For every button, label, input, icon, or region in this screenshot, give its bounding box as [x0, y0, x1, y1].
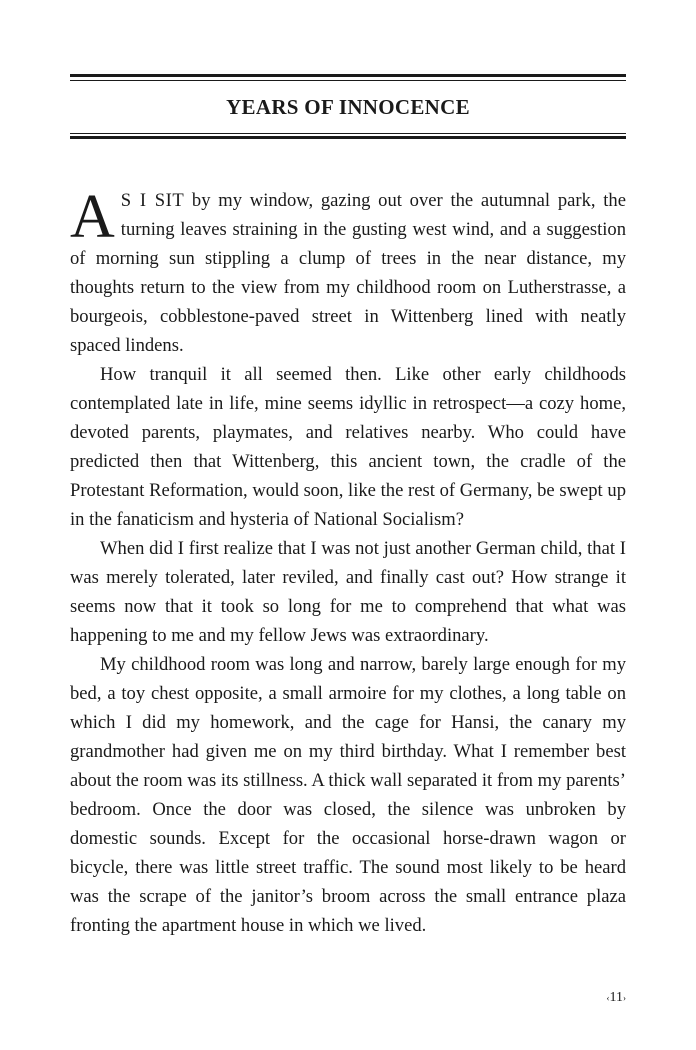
paragraph-1-text: by my window, gazing out over the autumnal park, the turning leaves straining in the gusting west wind, and a suggestion of morning sun stippling a clump of trees in the near distance, my thoughts return to the view from my childhood room on Lutherstrasse, a bourgeois, cobblestone-paved street in Wittenberg lined with neatly spaced lindens. [70, 190, 626, 356]
header-rule-thick-top [70, 74, 626, 77]
page-number-value: 11 [609, 990, 623, 1006]
header-rule-thick-bottom [70, 136, 626, 139]
chapter-title: YEARS OF INNOCENCE [226, 95, 470, 119]
paragraph-3: When did I first realize that I was not just another German child, that I was merely tolerated, later reviled, and finally cast out? How strange it seems now that it took so long for me to comprehend that what was happening to me and my fellow Jews was extraordinary. [70, 538, 626, 646]
paragraph-4: My childhood room was long and narrow, barely large enough for my bed, a toy chest opposite, a small armoire for my clothes, a long table on which I did my homework, and the cage for Hansi, the canary my grandmother had given me on my third birthday. What I remember best about the room was its stillness. A thick wall separated it from my parents’ bedroom. Once the door was closed, the silence was unbroken by domestic sounds. Except for the occasional horse-drawn wagon or bicycle, there was little street traffic. The sound most likely to be heard was the scrape of the janitor’s broom across the small entrance plaza fronting the apartment house in which we lived. [70, 654, 626, 936]
page-number [580, 988, 626, 1008]
paragraph-1 [70, 183, 626, 360]
page-number-ornament-right-icon: › [623, 993, 626, 1003]
drop-cap: A [70, 183, 115, 251]
paragraph-1-lead: S I SIT [120, 190, 185, 211]
header-rule-thin-bottom [70, 133, 626, 134]
page-number-ornament-left-icon: ‹ [606, 993, 610, 1003]
body-text [70, 183, 626, 940]
paragraph-2: How tranquil it all seemed then. Like other early childhoods contemplated late in life, mine seems idyllic in retrospect—a cozy home, devoted parents, playmates, and relatives nearby. Who could have predicted then that Wittenberg, this ancient town, the cradle of the Protestant Reformation, would soon, like the rest of Germany, be swept up in the fanaticism and hysteria of National Socialism? [70, 364, 626, 530]
header-rule-thin-top [70, 80, 626, 81]
